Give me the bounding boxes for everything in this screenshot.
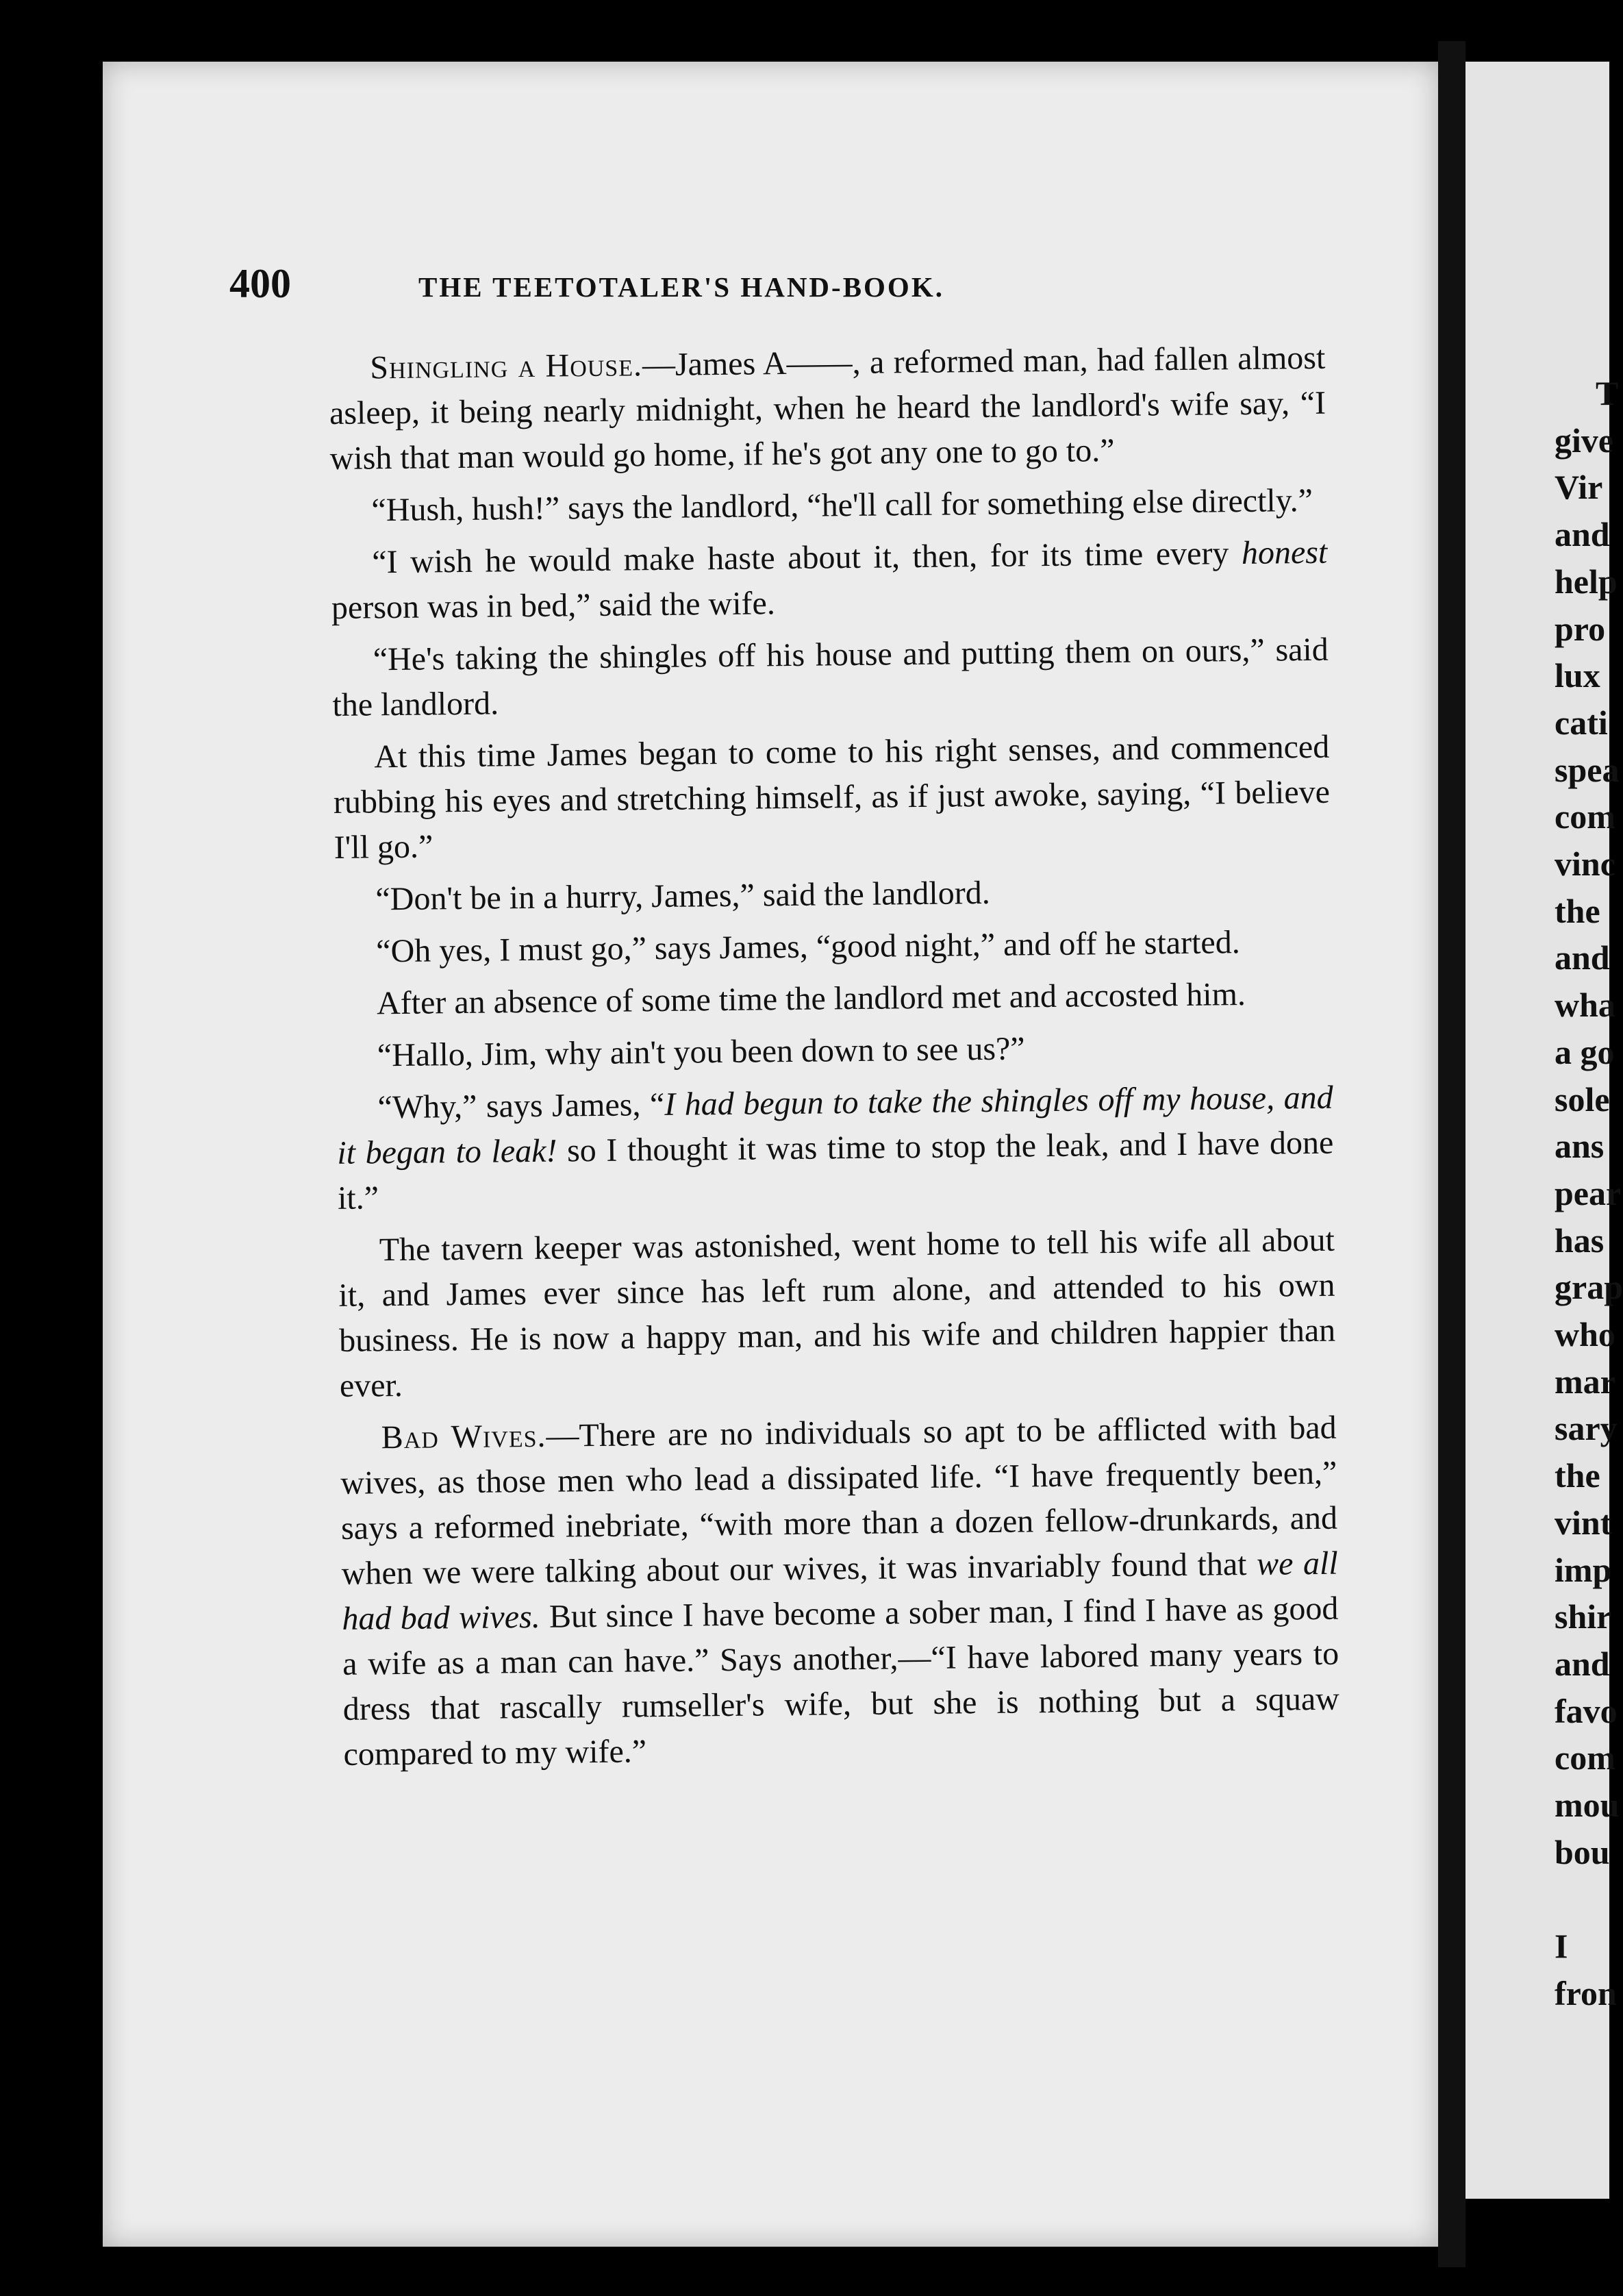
facing-page-line: cati [1555,703,1608,742]
facing-page-line: and [1555,515,1610,554]
facing-page-line: T [1596,374,1619,412]
facing-page-line: sole [1555,1080,1610,1119]
paragraph: “Hallo, Jim, why ain't you been down to see us?” [377,1030,1025,1074]
facing-page-line: favo [1555,1691,1618,1730]
italic-text: we all had bad wives. [342,1545,1338,1637]
paragraph-text: person was in bed,” said the wife. [331,585,776,626]
body-text [329,336,1340,1784]
paragraph [336,1075,1334,1221]
facing-page-line: shir [1555,1597,1612,1636]
facing-page-line: has [1555,1221,1605,1260]
paragraph [340,1406,1339,1777]
facing-page-line: wha [1555,986,1615,1025]
facing-page-line: a go [1555,1032,1615,1071]
facing-page [1465,62,1623,2199]
paragraph-text: —James A——, a reformed man, had fallen almost asleep, it being nearly midnight, when he heard the landlord's wife say, “I wish that man would go home, if he's got any one to go to.” [329,339,1326,477]
facing-page-line: the [1555,891,1600,930]
paragraph-text: —There are no individuals so apt to be afflicted with bad wives, as those men who lead a dissipated life. “I have frequently been,” says a reformed inebriate, “with more than a dozen fellow-drunkards, and when we were talking about our wives, it was invariably found that [340,1409,1338,1592]
facing-page-line: grap [1555,1268,1623,1307]
facing-page-line: Vir [1555,468,1603,507]
paragraph: “Hush, hush!” says the landlord, “he'll call for something else directly.” [371,482,1313,529]
paragraph-text: “Why,” says James, “ [377,1086,665,1126]
facing-page-line: com [1555,1738,1615,1777]
facing-page-line: mar [1555,1362,1615,1401]
facing-page-line: bou [1555,1832,1610,1871]
book-gutter [1438,41,1465,2267]
paragraph-text: But since I have become a sober man, I find I have as good a wife as a man can have.” Says another,—“I have labored many years to dress that rascally rumseller's wife, but she is nothing but a squaw compared to my wife.” [342,1590,1340,1773]
facing-page-line: pro [1555,609,1606,648]
facing-page-line: sary [1555,1409,1618,1448]
facing-page-line: ans [1555,1127,1605,1166]
facing-page-line: com [1555,797,1615,836]
italic-text: I had begun to take the shingles off my house, and it began to leak! [337,1079,1333,1171]
facing-page-line: who [1555,1315,1615,1354]
facing-page-line: and [1555,1644,1610,1683]
page-header [229,260,1133,315]
italic-text: honest [1241,534,1328,572]
facing-page-line: give [1555,421,1614,460]
paragraph [329,336,1326,482]
facing-page-line: spea [1555,750,1620,789]
section-heading: Shingling a House. [370,347,643,386]
facing-page-line: pear [1555,1173,1622,1212]
paragraph: The tavern keeper was astonished, went home to tell his wife all about it, and James ever since has left rum alone, and attended to his own business. He is now a happy man, and his wife and children happier than ever. [338,1221,1336,1404]
facing-page-line: I [1555,1927,1568,1966]
running-head: THE TEETOTALER'S HAND-BOOK. [418,271,944,303]
facing-page-line: imp [1555,1550,1612,1589]
facing-page-fragments [1555,370,1623,2017]
section-heading: Bad Wives. [381,1417,546,1456]
facing-page-line: the [1555,1456,1600,1495]
facing-page-line: vinc [1555,845,1615,884]
paragraph-text: so I thought it was time to stop the leak, and I have done it.” [337,1124,1334,1216]
facing-page-line: and [1555,938,1610,977]
paragraph [331,530,1328,631]
facing-page-line [1555,1876,1623,1923]
paragraph: At this time James began to come to his right senses, and commenced rubbing his eyes and stretching himself, as if just awoke, saying, “I believe I'll go.” [333,728,1331,866]
paragraph: “Don't be in a hurry, James,” said the landlord. [375,874,990,918]
facing-page-line: vint [1555,1503,1612,1542]
facing-page-line: fron [1555,1973,1617,2012]
page-number: 400 [229,261,291,306]
paragraph: “He's taking the shingles off his house and putting them on ours,” said the landlord. [332,631,1329,723]
facing-page-line: help [1555,562,1618,601]
paragraph-text: “I wish he would make haste about it, then, for its time every [372,535,1242,581]
paragraph: After an absence of some time the landlord met and accosted him. [376,976,1246,1022]
facing-page-line: mou [1555,1786,1620,1825]
facing-page-line: lux [1555,656,1600,695]
paragraph: “Oh yes, I must go,” says James, “good night,” and off he started. [375,924,1240,970]
